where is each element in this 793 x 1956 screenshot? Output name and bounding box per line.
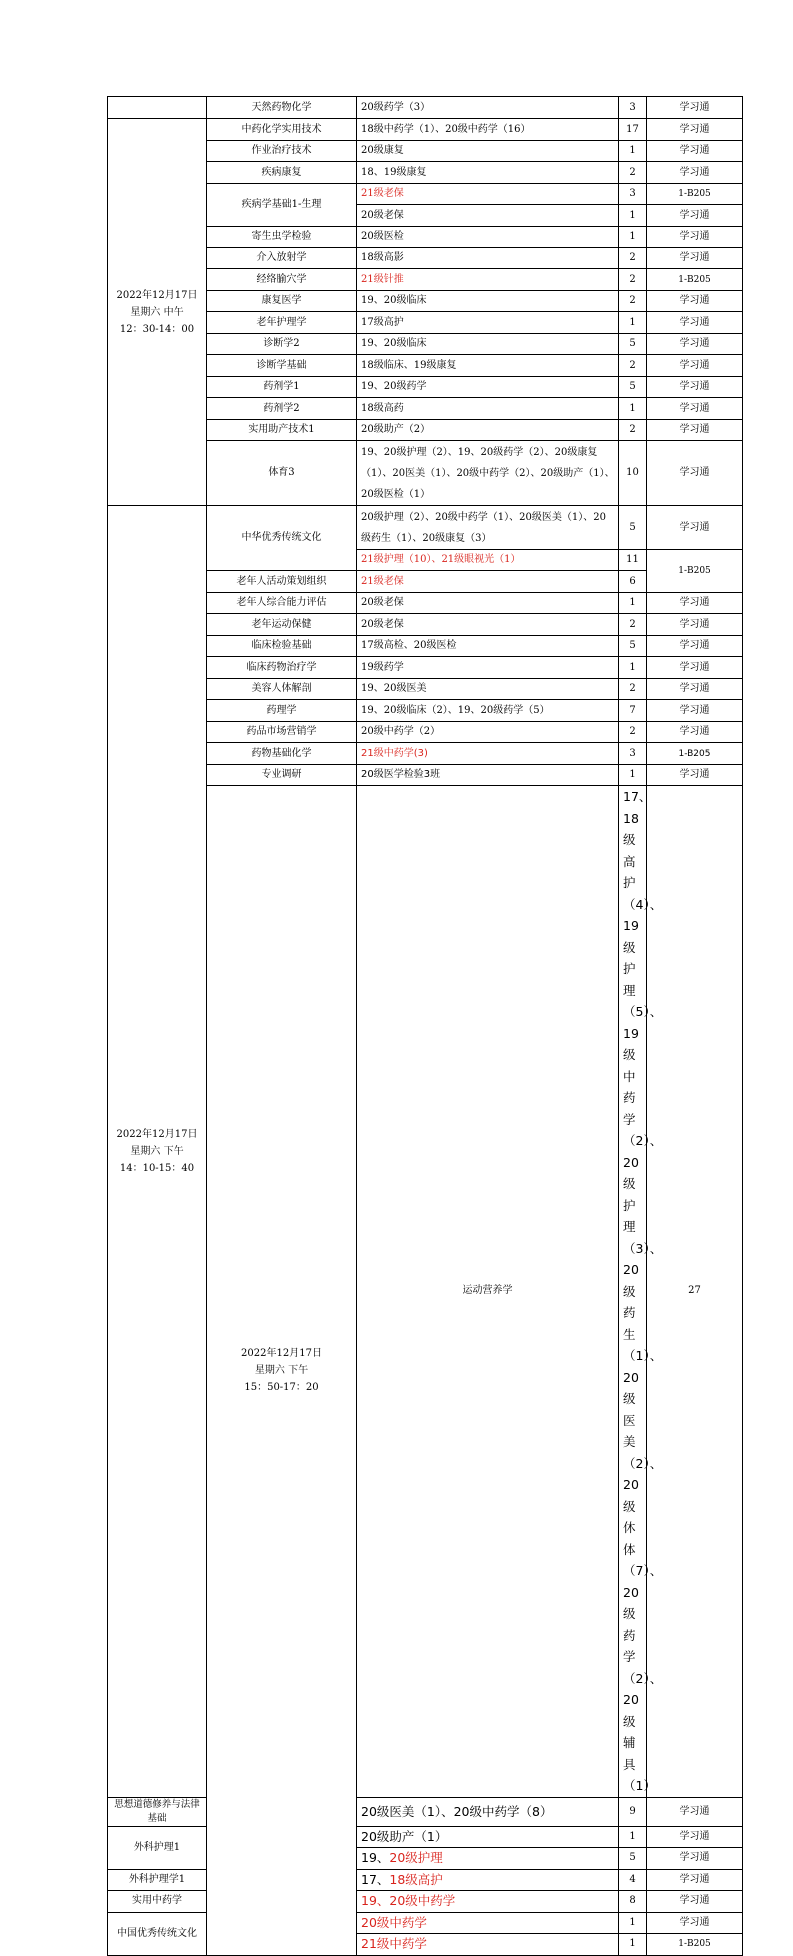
exam-mode: 学习通 bbox=[647, 119, 743, 141]
class-list: 17、18级高护（4）、19级护理（5）、19级中药学（2）、20级护理（3）、20级药生（1）、20级医美（2）、20级休体（7）、20级药学（2）、20级辅具（1） bbox=[619, 786, 647, 1798]
student-count: 10 bbox=[619, 441, 647, 506]
class-list: 19、20级临床 bbox=[357, 291, 619, 312]
course-name: 临床检验基础 bbox=[207, 636, 357, 657]
student-count: 1 bbox=[619, 657, 647, 679]
course-name: 寄生虫学检验 bbox=[207, 227, 357, 248]
student-count: 27 bbox=[647, 786, 743, 1798]
class-list: 21级老保 bbox=[357, 184, 619, 205]
class-list: 21级老保 bbox=[357, 571, 619, 593]
student-count: 1 bbox=[619, 398, 647, 420]
time-slot-cell bbox=[108, 119, 207, 506]
student-count: 1 bbox=[619, 1933, 647, 1955]
time-date: 2022年12月17日 bbox=[116, 1128, 198, 1140]
student-count: 1 bbox=[619, 141, 647, 162]
table-row bbox=[108, 1826, 743, 1847]
class-list: 18级高药 bbox=[357, 398, 619, 420]
class-list: 20级老保 bbox=[357, 593, 619, 614]
course-name: 中国优秀传统文化 bbox=[108, 1912, 207, 1955]
class-list: 20级助产（1） bbox=[357, 1826, 619, 1847]
exam-mode: 学习通 bbox=[647, 398, 743, 420]
exam-schedule-table bbox=[107, 96, 743, 1956]
time-slot-cell bbox=[108, 97, 207, 119]
exam-mode: 学习通 bbox=[647, 679, 743, 700]
student-count: 8 bbox=[619, 1890, 647, 1912]
class-list: 20级中药学（2） bbox=[357, 722, 619, 743]
course-name: 美容人体解剖 bbox=[207, 679, 357, 700]
student-count: 1 bbox=[619, 312, 647, 334]
exam-mode: 学习通 bbox=[647, 312, 743, 334]
student-count: 2 bbox=[619, 679, 647, 700]
student-count: 7 bbox=[619, 700, 647, 722]
exam-mode: 学习通 bbox=[647, 1797, 743, 1826]
course-name: 实用助产技术1 bbox=[207, 420, 357, 441]
course-name: 运动营养学 bbox=[357, 786, 619, 1798]
exam-mode: 1-B205 bbox=[647, 269, 743, 291]
exam-mode: 学习通 bbox=[647, 205, 743, 227]
exam-mode: 学习通 bbox=[647, 1869, 743, 1890]
course-name: 老年护理学 bbox=[207, 312, 357, 334]
table-row bbox=[108, 1890, 743, 1912]
student-count: 2 bbox=[619, 722, 647, 743]
student-count: 17 bbox=[619, 119, 647, 141]
exam-mode: 学习通 bbox=[647, 1890, 743, 1912]
exam-mode: 学习通 bbox=[647, 377, 743, 398]
time-range: 14：10-15：40 bbox=[119, 1162, 195, 1174]
class-list: 20级中药学 bbox=[357, 1912, 619, 1933]
class-list-prefix: 19、 bbox=[361, 1850, 390, 1865]
class-list: 18级中药学（1）、20级中药学（16） bbox=[357, 119, 619, 141]
course-name: 药剂学1 bbox=[207, 377, 357, 398]
class-list bbox=[357, 1847, 619, 1869]
class-list: 20级医美（1）、20级中药学（8） bbox=[357, 1797, 619, 1826]
student-count: 6 bbox=[619, 571, 647, 593]
table-row bbox=[108, 1912, 743, 1933]
class-list: 20级老保 bbox=[357, 205, 619, 227]
course-name: 诊断学基础 bbox=[207, 355, 357, 377]
course-name: 诊断学2 bbox=[207, 334, 357, 355]
class-list: 20级护理（2）、20级中药学（1）、20级医美（1）、20级药生（1）、20级康复（3） bbox=[357, 506, 619, 550]
time-weekday: 星期六 中午 bbox=[130, 306, 184, 318]
class-list: 20级药学（3） bbox=[357, 97, 619, 119]
time-slot-cell bbox=[108, 506, 207, 1798]
student-count: 1 bbox=[619, 1912, 647, 1933]
table-row bbox=[108, 1797, 743, 1826]
student-count: 5 bbox=[619, 377, 647, 398]
class-list: 18级高影 bbox=[357, 248, 619, 269]
course-name: 药理学 bbox=[207, 700, 357, 722]
course-name: 疾病康复 bbox=[207, 162, 357, 184]
course-name: 外科护理学1 bbox=[108, 1869, 207, 1890]
table-row bbox=[108, 506, 743, 550]
exam-mode: 学习通 bbox=[647, 227, 743, 248]
time-slot-cell bbox=[207, 786, 357, 1956]
course-name: 体育3 bbox=[207, 441, 357, 506]
class-list-highlight: 18级高护 bbox=[389, 1871, 443, 1887]
student-count: 1 bbox=[619, 227, 647, 248]
course-name: 作业治疗技术 bbox=[207, 141, 357, 162]
table-row bbox=[108, 1869, 743, 1890]
class-list: 17级高护 bbox=[357, 312, 619, 334]
course-name: 临床药物治疗学 bbox=[207, 657, 357, 679]
exam-mode: 学习通 bbox=[647, 291, 743, 312]
course-name: 介入放射学 bbox=[207, 248, 357, 269]
course-name: 疾病学基础1-生理 bbox=[207, 184, 357, 227]
class-list: 20级医检 bbox=[357, 227, 619, 248]
course-name: 天然药物化学 bbox=[207, 97, 357, 119]
course-name: 康复医学 bbox=[207, 291, 357, 312]
course-name: 思想道德修养与法律基础 bbox=[108, 1797, 207, 1826]
course-name: 老年运动保健 bbox=[207, 614, 357, 636]
course-name: 专业调研 bbox=[207, 765, 357, 786]
class-list-prefix: 17、 bbox=[361, 1871, 390, 1887]
course-name: 老年人活动策划组织 bbox=[207, 571, 357, 593]
table-row bbox=[108, 97, 743, 119]
course-name: 中华优秀传统文化 bbox=[207, 506, 357, 571]
class-list: 19、20级药学 bbox=[357, 377, 619, 398]
exam-mode: 学习通 bbox=[647, 1847, 743, 1869]
class-list: 19级药学 bbox=[357, 657, 619, 679]
student-count: 2 bbox=[619, 291, 647, 312]
exam-mode: 1-B205 bbox=[647, 550, 743, 593]
time-range: 12：30-14：00 bbox=[119, 323, 195, 335]
student-count: 9 bbox=[619, 1797, 647, 1826]
class-list: 17级高检、20级医检 bbox=[357, 636, 619, 657]
student-count: 2 bbox=[619, 269, 647, 291]
exam-mode: 学习通 bbox=[647, 355, 743, 377]
student-count: 5 bbox=[619, 636, 647, 657]
exam-mode: 学习通 bbox=[647, 700, 743, 722]
exam-mode: 学习通 bbox=[647, 614, 743, 636]
course-name: 经络腧穴学 bbox=[207, 269, 357, 291]
time-weekday: 星期六 下午 bbox=[254, 1364, 309, 1376]
exam-mode: 学习通 bbox=[647, 765, 743, 786]
exam-mode: 学习通 bbox=[647, 722, 743, 743]
exam-mode: 学习通 bbox=[647, 334, 743, 355]
exam-mode: 学习通 bbox=[647, 1912, 743, 1933]
student-count: 3 bbox=[619, 743, 647, 765]
exam-mode: 1-B205 bbox=[647, 743, 743, 765]
student-count: 1 bbox=[619, 205, 647, 227]
student-count: 2 bbox=[619, 162, 647, 184]
exam-mode: 学习通 bbox=[647, 248, 743, 269]
exam-mode: 学习通 bbox=[647, 420, 743, 441]
course-name: 外科护理1 bbox=[108, 1826, 207, 1869]
student-count: 4 bbox=[619, 1869, 647, 1890]
class-list: 20级助产（2） bbox=[357, 420, 619, 441]
exam-mode: 学习通 bbox=[647, 506, 743, 550]
time-date: 2022年12月17日 bbox=[116, 289, 198, 301]
class-list: 18级临床、19级康复 bbox=[357, 355, 619, 377]
class-list: 19、20级临床 bbox=[357, 334, 619, 355]
exam-mode: 学习通 bbox=[647, 141, 743, 162]
student-count: 1 bbox=[619, 765, 647, 786]
course-name: 药品市场营销学 bbox=[207, 722, 357, 743]
student-count: 2 bbox=[619, 420, 647, 441]
student-count: 5 bbox=[619, 506, 647, 550]
class-list: 21级护理（10）、21级眼视光（1） bbox=[357, 550, 619, 571]
class-list: 21级中药学(3) bbox=[357, 743, 619, 765]
class-list: 19、20级临床（2）、19、20级药学（5） bbox=[357, 700, 619, 722]
course-name: 药物基础化学 bbox=[207, 743, 357, 765]
class-list: 19、20级医美 bbox=[357, 679, 619, 700]
class-list: 19、20级中药学 bbox=[357, 1890, 619, 1912]
course-name: 中药化学实用技术 bbox=[207, 119, 357, 141]
exam-mode: 学习通 bbox=[647, 657, 743, 679]
exam-mode: 学习通 bbox=[647, 97, 743, 119]
class-list: 19、20级护理（2）、19、20级药学（2）、20级康复（1）、20医美（1）、20级中药学（2）、20级助产（1）、20级医检（1） bbox=[357, 441, 619, 506]
student-count: 11 bbox=[619, 550, 647, 571]
table-row bbox=[108, 119, 743, 141]
course-name: 实用中药学 bbox=[108, 1890, 207, 1912]
class-list: 21级针推 bbox=[357, 269, 619, 291]
exam-mode: 学习通 bbox=[647, 1826, 743, 1847]
class-list: 21级中药学 bbox=[357, 1933, 619, 1955]
student-count: 1 bbox=[619, 593, 647, 614]
class-list: 18、19级康复 bbox=[357, 162, 619, 184]
student-count: 2 bbox=[619, 355, 647, 377]
exam-mode: 学习通 bbox=[647, 441, 743, 506]
time-date: 2022年12月17日 bbox=[241, 1347, 322, 1359]
time-weekday: 星期六 下午 bbox=[130, 1145, 184, 1157]
student-count: 1 bbox=[619, 1826, 647, 1847]
exam-mode: 1-B205 bbox=[647, 184, 743, 205]
student-count: 3 bbox=[619, 97, 647, 119]
class-list: 20级康复 bbox=[357, 141, 619, 162]
student-count: 5 bbox=[619, 1847, 647, 1869]
class-list-highlight: 20级护理 bbox=[389, 1850, 443, 1865]
exam-mode: 1-B205 bbox=[647, 1933, 743, 1955]
time-range: 15：50-17：20 bbox=[244, 1381, 319, 1393]
exam-mode: 学习通 bbox=[647, 636, 743, 657]
course-name: 老年人综合能力评估 bbox=[207, 593, 357, 614]
student-count: 2 bbox=[619, 614, 647, 636]
exam-mode: 学习通 bbox=[647, 593, 743, 614]
class-list: 20级老保 bbox=[357, 614, 619, 636]
course-name: 药剂学2 bbox=[207, 398, 357, 420]
student-count: 2 bbox=[619, 248, 647, 269]
class-list: 20级医学检验3班 bbox=[357, 765, 619, 786]
student-count: 5 bbox=[619, 334, 647, 355]
exam-mode: 学习通 bbox=[647, 162, 743, 184]
class-list bbox=[357, 1869, 619, 1890]
student-count: 3 bbox=[619, 184, 647, 205]
